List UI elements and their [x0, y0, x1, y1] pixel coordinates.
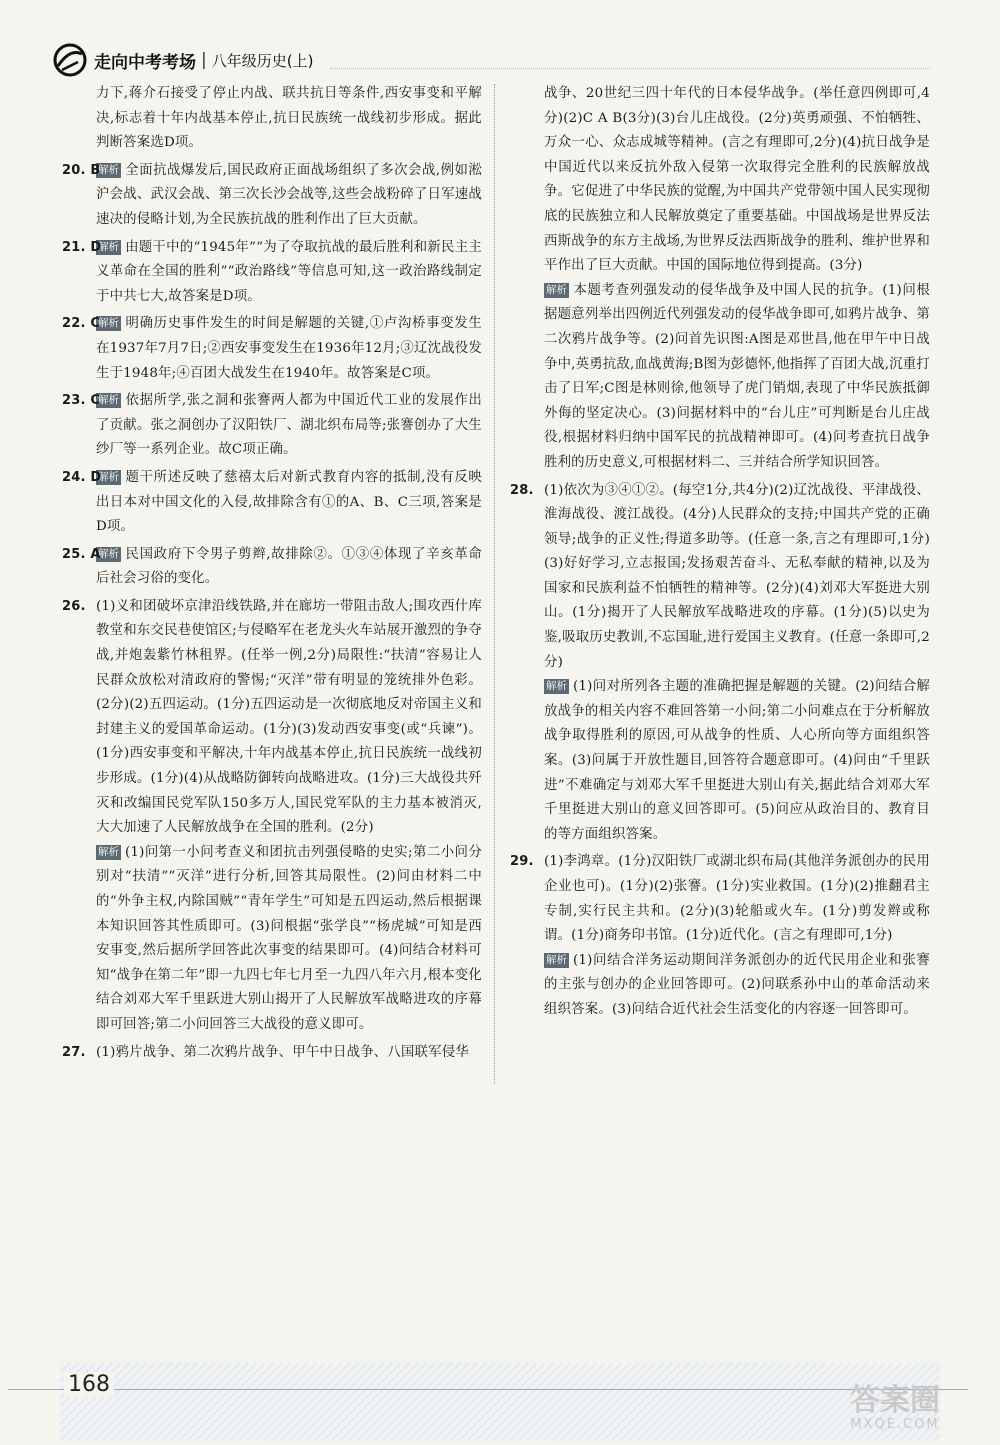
answer-item	[62, 466, 482, 540]
paragraph-text: (1)问第一小问考查义和团抗击列强侵略的史实;第二小问分别对“扶清”“灭洋”进行分析,回答其局限性。(2)问由材料二中的“外争主权,内除国贼”“青年学生”可知是五四运动,然后根据课本知识回答其性质即可。(3)问根据“张学良”“杨虎城”可知是西安事变,然后据所学回答此次事变的结果即可。(4)问结合材料可知“战争在第二年”即一九四七年七月至一九四八年六月,根本变化结合刘邓大军千里跃进大别山揭开了人民解放军战略进攻的序幕即可回答;第二小问回答三大战役的意义即可。	[96, 844, 482, 1032]
paragraph-text: (1)问对所列各主题的准确把握是解题的关键。(2)问结合解放战争的相关内容不难回答第一小问;第二小问难点在于分析解放战争取得胜利的原因,可从战争的性质、人心所向等方面组织答案。(3)问属于开放性题目,回答符合题意即可。(4)问由“千里跃进”不难确定与刘邓大军千里挺进大别山有关,据此结合刘邓大军千里挺进大别山的意义回答即可。(5)问应从政治目的、教育目的等方面组织答案。	[544, 679, 930, 842]
answer-item	[62, 595, 482, 1038]
analysis-paragraph	[96, 312, 482, 386]
paragraph-text: 题干所述反映了慈禧太后对新式教育内容的抵制,没有反映出日本对中国文化的入侵,故排除含有①的A、B、C三项,答案是D项。	[96, 469, 482, 535]
analysis-paragraph	[96, 466, 482, 540]
answer-item	[62, 159, 482, 233]
analysis-badge: 解析	[98, 394, 119, 407]
analysis-paragraph	[96, 236, 482, 310]
item-number: 28.	[510, 482, 534, 498]
analysis-badge: 解析	[98, 163, 119, 176]
paragraph-text: 依据所学,张之洞和张謇两人都为中国近代工业的发展作出了贡献。张之洞创办了汉阳铁厂、湖北织布局等;张謇创办了大生纱厂等一系列企业。故C项正确。	[96, 393, 482, 458]
title-separator: |	[201, 50, 207, 70]
analysis-badge: 解析	[546, 953, 567, 966]
analysis-badge: 解析	[546, 283, 567, 296]
answer-item	[510, 479, 930, 848]
analysis-paragraph	[96, 841, 482, 1038]
answer-paragraph	[544, 479, 930, 676]
analysis-paragraph	[96, 389, 482, 463]
watermark-logo-text: 答案圈	[850, 1383, 940, 1418]
answer-item	[62, 312, 482, 386]
answer-paragraph	[96, 1041, 482, 1066]
item-number: 24. D	[62, 469, 102, 485]
item-number: 26.	[62, 598, 86, 614]
book-subject: 八年级历史(上)	[211, 51, 314, 70]
page-number: 168	[64, 1372, 114, 1397]
analysis-paragraph	[96, 543, 482, 592]
answer-item	[62, 543, 482, 592]
answer-item	[62, 1041, 482, 1066]
header-rule	[330, 68, 930, 70]
analysis-paragraph	[96, 159, 482, 233]
right-column	[510, 82, 930, 1026]
item-number: 22. C	[62, 316, 101, 332]
answer-paragraph	[544, 82, 930, 279]
item-number: 29.	[510, 854, 534, 870]
analysis-paragraph	[544, 675, 930, 847]
answer-paragraph	[96, 595, 482, 841]
answer-item	[510, 82, 930, 476]
analysis-paragraph	[544, 949, 930, 1023]
analysis-badge: 解析	[98, 547, 119, 560]
analysis-badge: 解析	[98, 845, 119, 858]
paragraph-text: 全面抗战爆发后,国民政府正面战场组织了多次会战,例如淞沪会战、武汉会战、第三次长沙会战等,这些会战粉碎了日军速战速决的侵略计划,为全民族抗战的胜利作出了巨大贡献。	[96, 162, 482, 227]
item-number: 27.	[62, 1044, 86, 1060]
item-number: 25. A	[62, 546, 101, 562]
paragraph-text: (1)李鸿章。(1分)汉阳铁厂或湖北织布局(其他洋务派创办的民用企业也可)。(1分)(2)张謇。(1分)实业救国。(1分)(2)推翻君主专制,实行民主共和。(2分)(3)轮船或火车。(1分)剪发辫或称谓。(1分)商务印书馆。(1分)近代化。(言之有理即可,1分)	[544, 854, 930, 944]
paragraph-text: 明确历史事件发生的时间是解题的关键,①卢沟桥事变发生在1937年7月7日;②西安事变发生在1936年12月;③辽沈战役发生于1948年;④百团大战发生在1940年。故答案是C项。	[96, 316, 482, 381]
paragraph-text: 战争、20世纪三四十年代的日本侵华战争。(举任意四例即可,4分)(2)C A B(3分)(3)台儿庄战役。(2分)英勇顽强、不怕牺牲、万众一心、众志成城等精神。(言之有理即可,2分)(4)抗日战争是中国近代以来反抗外敌入侵第一次取得完全胜利的民族解放战争。它促进了中华民族的觉醒,为中国共产党带领中国人民实现彻底的民族独立和人民解放奠定了重要基础。中国战场是世界反法西斯战争的东方主战场,为世界反法西斯战争的胜利、维护世界和平作出了巨大贡献。中国的国际地位得到提高。(3分)	[544, 86, 930, 274]
analysis-badge: 解析	[98, 240, 119, 253]
item-number: 20. B	[62, 162, 101, 178]
paragraph-text: 民国政府下令男子剪辫,故排除②。①③④体现了辛亥革命后社会习俗的变化。	[96, 546, 482, 587]
book-title: 走向中考考场	[94, 52, 196, 73]
answer-paragraph	[544, 850, 930, 948]
paragraph-text: (1)依次为③④①②。(每空1分,共4分)(2)辽沈战役、平津战役、淮海战役、渡江战役。(4分)人民群众的支持;中国共产党的正确领导;战争的正义性;得道多助等。(任意一条,言之有理即可,1分)(3)好好学习,立志报国;发扬艰苦奋斗、无私奉献的精神,以及为国家和民族利益不怕牺牲的精神等。(2分)(4)刘邓大军挺进大别山。(1分)揭开了人民解放军战略进攻的序幕。(1分)(5)以史为鉴,吸取历史教训,不忘国耻,进行爱国主义教育。(任意一条即可,2分)	[544, 482, 930, 670]
analysis-paragraph	[544, 279, 930, 476]
book-logo-icon	[52, 42, 88, 78]
paragraph-text: (1)义和团破坏京津沿线铁路,并在廊坊一带阻击敌人;围攻西什库教堂和东交民巷使馆区;与侵略军在老龙头火车站展开激烈的争夺战,并炮轰紫竹林租界。(任举一例,2分)局限性:“扶清”容易让人民群众放松对清政府的警惕;“灭洋”带有明显的笼统排外色彩。(2分)(2)五四运动。(1分)五四运动是一次彻底地反对帝国主义和封建主义的爱国革命运动。(1分)(3)发动西安事变(或“兵谏”)。(1分)西安事变和平解决,十年内战基本停止,抗日民族统一战线初步形成。(1分)(4)从战略防御转向战略进攻。(1分)三大战役共歼灭和改编国民党军队150多万人,国民党军队的主力基本被消灭,大大加速了人民解放战争在全国的胜利。(2分)	[96, 598, 482, 836]
footer-band	[60, 1363, 940, 1441]
page-header	[52, 40, 952, 80]
item-number: 23. C	[62, 393, 101, 409]
continuation-text: 力下,蒋介石接受了停止内战、联共抗日等条件,西安事变和平解决,标志着十年内战基本停止,抗日民族统一战线初步形成。据此判断答案选D项。	[96, 86, 482, 151]
analysis-badge: 解析	[98, 317, 119, 330]
analysis-badge: 解析	[98, 470, 119, 483]
column-divider	[494, 84, 495, 1084]
item-number: 21. D	[62, 239, 102, 255]
analysis-badge: 解析	[546, 680, 567, 693]
paragraph-text: 本题考查列强发动的侵华战争及中国人民的抗争。(1)问根据题意列举出四例近代列强发动的侵华战争即可,如鸦片战争、第二次鸦片战争等。(2)问首先识图:A图是邓世昌,他在甲午中日战争中,英勇抗敌,血战黄海;B图为彭德怀,他指挥了百团大战,沉重打击了日军;C图是林则徐,他领导了虎门销烟,表现了中华民族抵御外侮的坚定决心。(3)问据材料中的“台儿庄”可判断是台儿庄战役,根据材料归纳中国军民的抗战精神即可。(4)问考查抗日战争胜利的历史意义,可根据材料二、三并结合所学知识回答。	[544, 282, 930, 470]
answer-item	[62, 389, 482, 463]
answer-item	[62, 236, 482, 310]
paragraph-text: (1)鸦片战争、第二次鸦片战争、甲午中日战争、八国联军侵华	[96, 1044, 469, 1060]
paragraph-text: 由题干中的“1945年”“为了夺取抗战的最后胜利和新民主主义革命在全国的胜利”“政治路线”等信息可知,这一政治路线制定于中共七大,故答案是D项。	[96, 239, 482, 304]
left-column	[62, 82, 482, 1068]
watermark-site-text: MXQE.COM	[850, 1417, 940, 1432]
paragraph-text: (1)问结合洋务运动期间洋务派创办的近代民用企业和张謇的主张与创办的企业回答即可。(2)问联系孙中山的革命活动来组织答案。(3)问结合近代社会生活变化的内容逐一回答即可。	[544, 952, 930, 1017]
answer-item	[510, 850, 930, 1022]
watermark	[820, 1385, 970, 1440]
